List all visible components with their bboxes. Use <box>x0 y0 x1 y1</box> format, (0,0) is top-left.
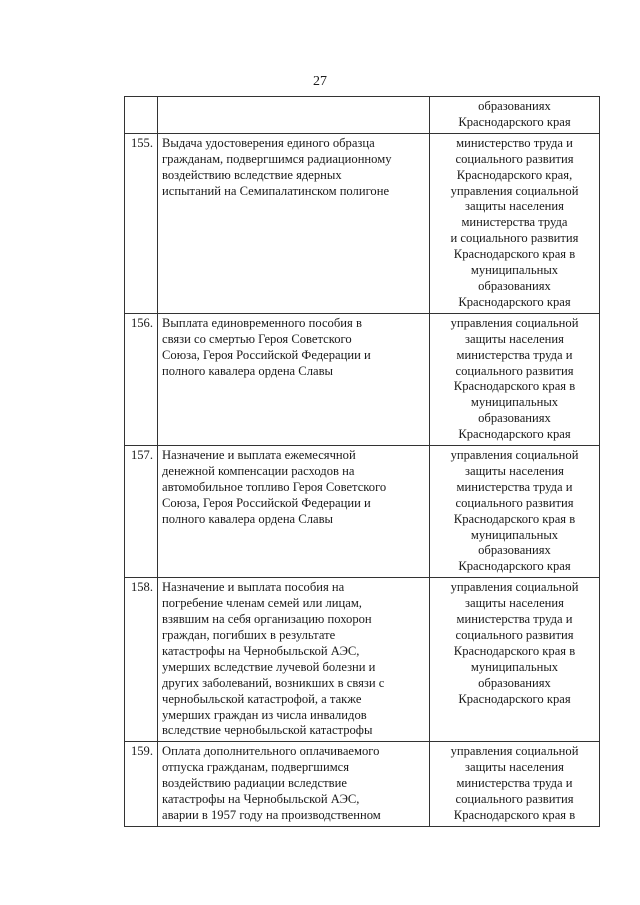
table-row <box>125 133 600 313</box>
body-line: Краснодарского края <box>458 691 571 706</box>
body-line: муниципальных <box>470 263 559 278</box>
body-line: социального развития <box>455 792 574 807</box>
description-line: вследствие чернобыльской катастрофы <box>162 723 373 738</box>
body-line: Краснодарского края <box>458 294 571 309</box>
table-row <box>125 578 600 742</box>
body-line: управления социальной <box>450 448 579 463</box>
body-line: и социального развития <box>450 231 579 246</box>
body-line: Краснодарского края в <box>453 511 576 526</box>
row-number: 156. <box>125 313 158 445</box>
body-line: министерства труда <box>461 215 568 230</box>
description-line: воздействию радиации вследствие <box>162 776 347 791</box>
responsible-body <box>430 97 600 134</box>
body-line: управления социальной <box>450 183 579 198</box>
body-line: образованиях <box>478 675 551 690</box>
description-line: Назначение и выплата пособия на <box>162 580 345 595</box>
table-row <box>125 742 600 827</box>
body-line: образованиях <box>478 99 551 113</box>
table-body <box>125 97 600 827</box>
description-line: чернобыльской катастрофой, а также <box>162 691 362 706</box>
description-line: Оплата дополнительного оплачиваемого <box>162 744 380 759</box>
body-line: Краснодарского края, <box>456 167 573 182</box>
body-line: социального развития <box>455 495 574 510</box>
row-number <box>125 97 158 134</box>
description-line: Назначение и выплата ежемесячной <box>162 448 356 463</box>
body-line: Краснодарского края в <box>453 247 576 262</box>
page-number: 27 <box>313 74 327 89</box>
description-line: умерших вследствие лучевой болезни и <box>162 659 376 674</box>
description-line: Союза, Героя Российской Федерации и <box>162 347 371 362</box>
row-number: 159. <box>125 742 158 827</box>
body-line: Краснодарского края <box>458 427 571 442</box>
description-line: автомобильное топливо Героя Советского <box>162 479 387 494</box>
description-line: денежной компенсации расходов на <box>162 463 355 478</box>
responsible-body <box>430 446 600 578</box>
description-line: умерших граждан из числа инвалидов <box>162 707 367 722</box>
body-line: защиты населения <box>465 331 564 346</box>
body-line: управления социальной <box>450 315 579 330</box>
description-line: связи со смертью Героя Советского <box>162 331 352 346</box>
body-line: министерства труда и <box>456 347 573 362</box>
description-line: полного кавалера ордена Славы <box>162 363 333 378</box>
table-row <box>125 313 600 445</box>
body-line: социального развития <box>455 363 574 378</box>
body-line: Краснодарского края в <box>453 807 576 822</box>
service-description <box>158 133 430 313</box>
description-line: взявшим на себя организацию похорон <box>162 612 372 627</box>
description-line: катастрофы на Чернобыльской АЭС, <box>162 792 360 807</box>
body-line: министерство труда и <box>456 135 573 150</box>
body-line: защиты населения <box>465 463 564 478</box>
description-line: погребение членам семей или лицам, <box>162 596 362 611</box>
body-line: Краснодарского края в <box>453 379 576 394</box>
body-line: муниципальных <box>470 659 559 674</box>
description-line: катастрофы на Чернобыльской АЭС, <box>162 643 360 658</box>
body-line: министерства труда и <box>456 479 573 494</box>
body-line: защиты населения <box>465 760 564 775</box>
body-line: социального развития <box>455 628 574 642</box>
body-line: Краснодарского края <box>458 559 571 574</box>
description-line: полного кавалера ордена Славы <box>162 511 333 526</box>
description-line: испытаний на Семипалатинском полигоне <box>162 183 390 198</box>
body-line: образованиях <box>478 543 551 558</box>
body-line: министерства труда и <box>456 776 573 791</box>
row-number: 155. <box>125 133 158 313</box>
description-line: Выплата единовременного пособия в <box>162 315 362 330</box>
description-line: граждан, погибших в результате <box>162 628 336 642</box>
body-line: управления социальной <box>450 744 579 759</box>
description-line: Выдача удостоверения единого образца <box>162 135 375 150</box>
description-line: гражданам, подвергшимся радиационному <box>162 151 392 166</box>
service-description <box>158 97 430 134</box>
responsible-body <box>430 578 600 742</box>
responsible-body <box>430 133 600 313</box>
body-line: управления социальной <box>450 580 579 595</box>
description-line: других заболеваний, возникших в связи с <box>162 675 385 690</box>
body-line: образованиях <box>478 278 551 293</box>
body-line: социального развития <box>455 151 574 166</box>
service-description <box>158 742 430 827</box>
body-line: защиты населения <box>465 199 564 214</box>
service-description <box>158 446 430 578</box>
responsible-body <box>430 313 600 445</box>
service-description <box>158 578 430 742</box>
body-line: Краснодарского края <box>458 114 571 129</box>
description-line: аварии в 1957 году на производственном <box>162 807 381 822</box>
description-line: отпуска гражданам, подвергшимся <box>162 760 350 775</box>
body-line: муниципальных <box>470 527 559 542</box>
row-number: 158. <box>125 578 158 742</box>
body-line: Краснодарского края в <box>453 643 576 658</box>
row-number: 157. <box>125 446 158 578</box>
body-line: министерства труда и <box>456 612 573 627</box>
description-line: воздействию вследствие ядерных <box>162 167 342 182</box>
body-line: образованиях <box>478 411 551 426</box>
body-line: муниципальных <box>470 395 559 410</box>
table-row <box>125 446 600 578</box>
body-line: защиты населения <box>465 596 564 611</box>
responsible-body <box>430 742 600 827</box>
table-row <box>125 97 600 134</box>
services-table <box>124 96 600 827</box>
description-line: Союза, Героя Российской Федерации и <box>162 495 371 510</box>
service-description <box>158 313 430 445</box>
